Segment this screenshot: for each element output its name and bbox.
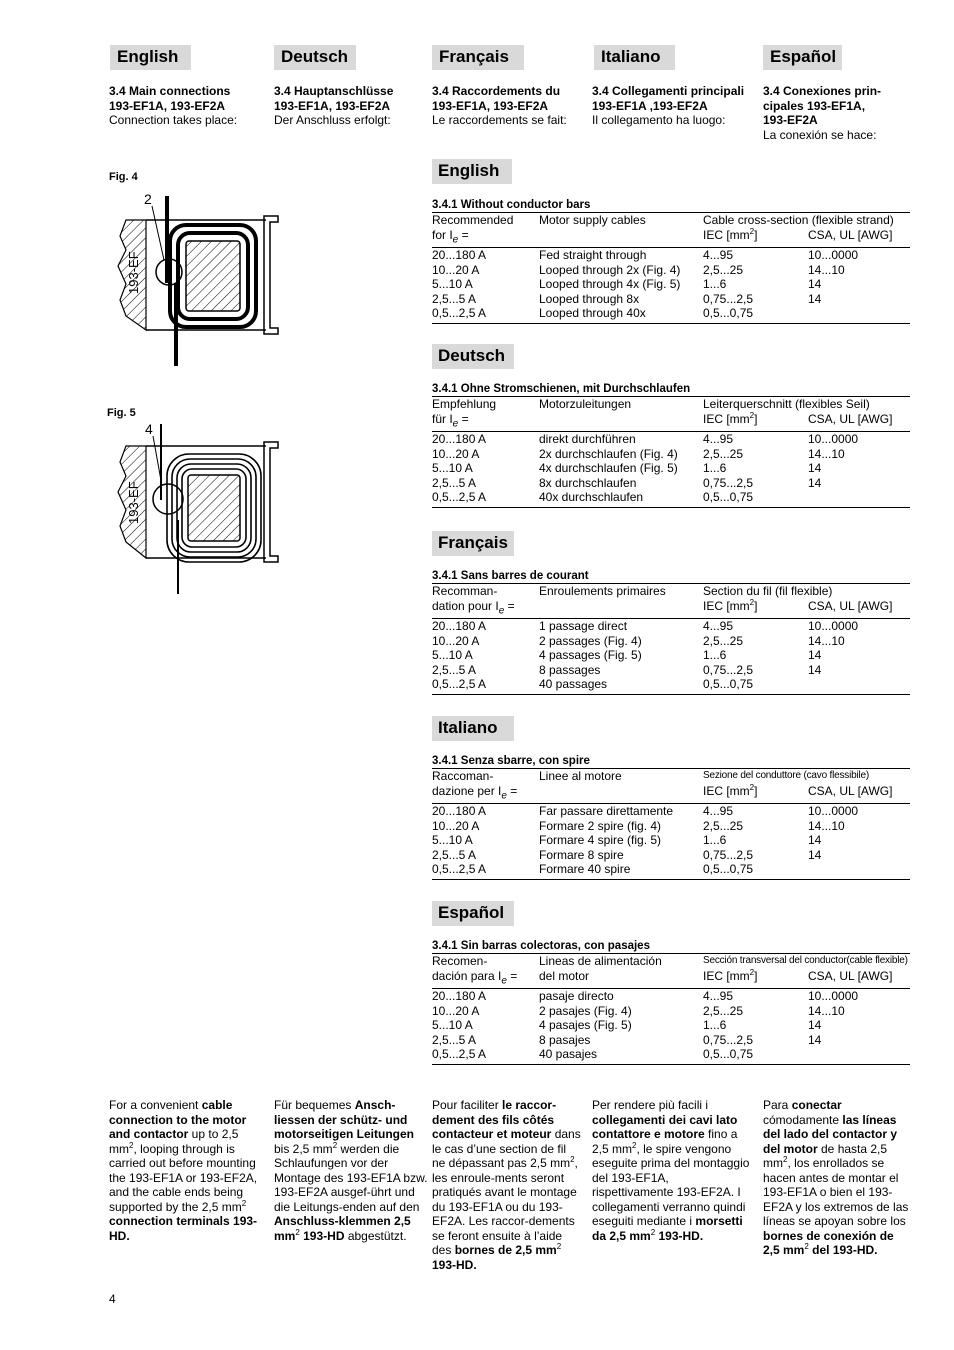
fig4-callout: 2 xyxy=(144,191,152,207)
table-row: 5...10 A Looped through 4x (Fig. 5) 1...6 14 xyxy=(432,277,822,292)
table-row: 0,5...2,5 A Formare 40 spire 0,5...0,75 xyxy=(432,862,910,879)
heading-it: 3.4 Collegamenti principali 193-EF1A ,193-EF2A Il collegamento ha luogo: xyxy=(592,84,745,127)
section-title: 3.4.1 Sin barras colectoras, con pasajes xyxy=(432,940,910,954)
section-title: 3.4.1 Sans barres de courant xyxy=(432,570,910,584)
table-row: 5...10 A 4 passages (Fig. 5) 1...6 14 xyxy=(432,648,822,663)
table-row: 0,5...2,5 A 40 passages 0,5...0,75 xyxy=(432,677,910,694)
section-tab: Deutsch xyxy=(432,344,514,369)
heading-de: 3.4 Hauptanschlüsse 193-EF1A, 193-EF2A Der Anschluss erfolgt: xyxy=(274,84,394,127)
page-number: 4 xyxy=(109,1292,116,1306)
heading-es: 3.4 Conexiones prin- cipales 193-EF1A, 193-EF2A La conexión se hace: xyxy=(763,84,882,142)
table-row: 10...20 A 2 passages (Fig. 4) 2,5...25 14...10 xyxy=(432,633,845,648)
note-es: Para conectar cómodamente las líneas del lado del contactor y del motor de hasta 2,5 $mm^2$, los enrollados se hacen antes de montar el 193-EF1A o bien el 193-EF2A y los extremos de las líneas se apoyan sobre los bornes de conexión de 2,5 $mm^2$ del 193-HD. xyxy=(763,1098,909,1257)
fig5-diagram xyxy=(106,420,296,600)
table-row: 2,5...5 A 8 passages 0,75...2,5 14 xyxy=(432,662,822,677)
table-row: 0,5...2,5 A 40x durchschlaufen 0,5...0,75 xyxy=(432,490,910,507)
section-francais xyxy=(432,531,910,695)
connection-table: Recommended Motor supply cables Cable cross-section (flexible strand) for $I_e$ = IEC $[mm^2]$ CSA, UL [AWG] 20...180 A Fed straight through 4...95 10...0000 10...20 A Looped through 2x (Fig. 4) 2,5...25 14...10 5...10 A Looped through 4x (Fig. 5) 1...6 14 2,5...5 A Looped through 8x 0,75...2,5 14 0,5...2,5 A Looped through 40x 0,5...0,75 xyxy=(432,213,910,324)
connection-table: Empfehlung Motorzuleitungen Leiterquerschnitt (flexibles Seil) für $I_e$ = IEC $[mm^2]$ CSA, UL [AWG] 20...180 A direkt durchführen 4...95 10...0000 10...20 A 2x durchschlaufen (Fig. 4) 2,5...25 14...10 5...10 A 4x durchschlaufen (Fig. 5) 1...6 14 2,5...5 A 8x durchschlaufen 0,75...2,5 14 0,5...2,5 A 40x durchschlaufen 0,5...0,75 xyxy=(432,397,910,508)
table-row: 20...180 A pasaje directo 4...95 10...0000 xyxy=(432,989,859,1004)
fig4-diagram xyxy=(106,188,296,368)
table-row: 5...10 A 4x durchschlaufen (Fig. 5) 1...6 14 xyxy=(432,461,822,476)
note-it: Per rendere più facili i collegamenti dei cavi lato contattore e motore fino a 2,5 $mm^2$, le spire vengono eseguite prima del montaggio del 193-EF1A, rispettivamente 193-EF2A. I collegamenti verranno quindi eseguiti mediante i morsetti da 2,5 $mm^2$ 193-HD. xyxy=(592,1098,750,1243)
table-row: 10...20 A 2 pasajes (Fig. 4) 2,5...25 14...10 xyxy=(432,1003,845,1018)
section-tab: English xyxy=(432,159,512,184)
section-tab: Français xyxy=(432,531,514,556)
section-deutsch xyxy=(432,344,910,508)
table-row: 10...20 A Looped through 2x (Fig. 4) 2,5...25 14...10 xyxy=(432,262,845,277)
table-row: 20...180 A 1 passage direct 4...95 10...0000 xyxy=(432,619,859,634)
lang-tab-francais: Français xyxy=(432,45,524,70)
table-row: 5...10 A Formare 4 spire (fig. 5) 1...6 14 xyxy=(432,833,822,848)
table-row: 10...20 A 2x durchschlaufen (Fig. 4) 2,5...25 14...10 xyxy=(432,446,845,461)
lang-tab-italiano: Italiano xyxy=(594,45,675,70)
section-title: 3.4.1 Senza sbarre, con spire xyxy=(432,755,910,769)
section-title: 3.4.1 Without conductor bars xyxy=(432,199,910,213)
table-row: 10...20 A Formare 2 spire (fig. 4) 2,5...25 14...10 xyxy=(432,818,845,833)
table-row: 0,5...2,5 A Looped through 40x 0,5...0,75 xyxy=(432,306,910,323)
connection-table: Raccoman- Linee al motore Sezione del conduttore (cavo flessibile) dazione per $I_e$ = IEC $[mm^2]$ CSA, UL [AWG] 20...180 A Far passare direttamente 4...95 10...0000 10...20 A Formare 2 spire (fig. 4) 2,5...25 14...10 5...10 A Formare 4 spire (fig. 5) 1...6 14 2,5...5 A Formare 8 spire 0,75...2,5 14 0,5...2,5 A Formare 40 spire 0,5...0,75 xyxy=(432,769,910,880)
fig5-callout: 4 xyxy=(145,421,153,437)
table-row: 2,5...5 A Formare 8 spire 0,75...2,5 14 xyxy=(432,847,822,862)
table-row: 2,5...5 A Looped through 8x 0,75...2,5 14 xyxy=(432,291,822,306)
connection-table: Recomen- Lineas de alimentación Sección transversal del conductor(cable flexible) dación para $I_e$ = del motor IEC $[mm^2]$ CSA, UL [AWG] 20...180 A pasaje directo 4...95 10...0000 10...20 A 2 pasajes (Fig. 4) 2,5...25 14...10 5...10 A 4 pasajes (Fig. 5) 1...6 14 2,5...5 A 8 pasajes 0,75...2,5 14 0,5...2,5 A 40 pasajes 0,5...0,75 xyxy=(432,954,910,1065)
section-english xyxy=(432,159,910,324)
table-row: 2,5...5 A 8 pasajes 0,75...2,5 14 xyxy=(432,1032,822,1047)
table-row: 20...180 A Fed straight through 4...95 10...0000 xyxy=(432,248,859,263)
lang-tab-english: English xyxy=(110,45,191,70)
connection-table: Recomman- Enroulements primaires Section du fil (fil flexible) dation pour $I_e$ = IEC $[mm^2]$ CSA, UL [AWG] 20...180 A 1 passage direct 4...95 10...0000 10...20 A 2 passages (Fig. 4) 2,5...25 14...10 5...10 A 4 passages (Fig. 5) 1...6 14 2,5...5 A 8 passages 0,75...2,5 14 0,5...2,5 A 40 passages 0,5...0,75 xyxy=(432,584,910,695)
fig5-label: Fig. 5 xyxy=(107,407,136,419)
fig5-device-label: 193-EF xyxy=(126,481,141,524)
note-de: Für bequemes Ansch-liessen der schütz- und motorseitigen Leitungen bis 2,5 $mm^2$ werden die Schlaufungen vor der Montage des 193-EF1A bzw. 193-EF2A ausgef-ührt und die Leitungs-enden auf den Anschluss-klemmen 2,5 $mm^2$ 193-HD abgestützt. xyxy=(274,1098,428,1243)
lang-tab-deutsch: Deutsch xyxy=(274,45,356,70)
table-row: 2,5...5 A 8x durchschlaufen 0,75...2,5 14 xyxy=(432,475,822,490)
section-espanol xyxy=(432,901,910,1065)
heading-fr: 3.4 Raccordements du 193-EF1A, 193-EF2A Le raccordements se fait: xyxy=(432,84,567,127)
note-fr: Pour faciliter le raccor-dement des fils côtés contacteur et moteur dans le cas d’une section de fil ne dépassant pas 2,5 $mm^2$, les enroule-ments seront pratiqués avant le montage du 193-EF1A ou du 193-EF2A. Les raccor-dements se feront ensuite à l’aide des bornes de 2,5 $mm^2$ 193-HD. xyxy=(432,1098,581,1272)
section-title: 3.4.1 Ohne Stromschienen, mit Durchschlaufen xyxy=(432,383,910,397)
section-tab: Español xyxy=(432,901,514,926)
table-row: 20...180 A Far passare direttamente 4...95 10...0000 xyxy=(432,804,859,819)
table-row: 20...180 A direkt durchführen 4...95 10...0000 xyxy=(432,432,859,447)
note-en: For a convenient cable connection to the motor and contactor up to 2,5 $mm^2$, looping through is carried out before mounting the 193-EF1A or 193-EF2A, and the cable ends being supported by the 2,5 $mm^2$ connection terminals 193-HD. xyxy=(109,1098,258,1243)
table-row: 0,5...2,5 A 40 pasajes 0,5...0,75 xyxy=(432,1047,910,1064)
fig4-device-label: 193-EF xyxy=(126,251,141,294)
fig4-label: Fig. 4 xyxy=(109,171,138,183)
lang-tab-espanol: Español xyxy=(763,45,842,70)
section-italiano xyxy=(432,716,910,880)
heading-en: 3.4 Main connections 193-EF1A, 193-EF2A Connection takes place: xyxy=(109,84,238,127)
table-row: 5...10 A 4 pasajes (Fig. 5) 1...6 14 xyxy=(432,1018,822,1033)
section-tab: Italiano xyxy=(432,716,514,741)
